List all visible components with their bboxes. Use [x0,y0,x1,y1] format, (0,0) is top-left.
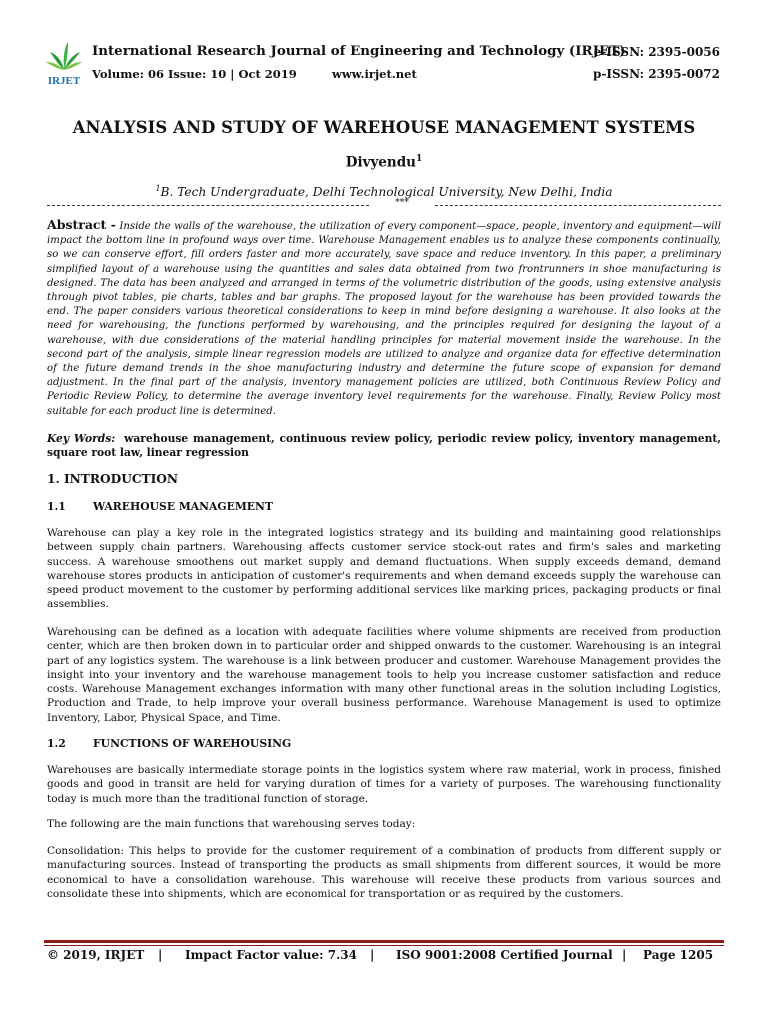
section-separator [47,198,721,212]
footer-separator: | [370,948,375,962]
paragraph: Warehousing can be defined as a location with adequate facilities where volume shipments are received from production center, which are then broken down in to particular order and shipped onwards to the customer. Warehousing is an integral part of any logistics system. The warehouse is a link between producer and customer. Warehouse Management provides the insight into your inventory and the warehouse management tools to help you increase customer satisfaction and reduce costs. Warehouse Management exchanges information with many other functional areas in the solution including Logistics, Production and Trade, to help improve your overall business performance. Warehouse Management is used to optimize Inventory, Labor, Physical Space, and Time. [47,626,721,724]
paper-title: ANALYSIS AND STUDY OF WAREHOUSE MANAGEMENT SYSTEMS [72,118,696,137]
volume-issue: Volume: 06 Issue: 10 | Oct 2019 [92,67,297,81]
journal-name: International Research Journal of Engineering and Technology (IRJET) [92,43,626,59]
subsection-heading-functions-of-warehousing: 1.2 FUNCTIONS OF WAREHOUSING [47,737,292,750]
paragraph: Warehouse can play a key role in the integrated logistics strategy and its building and maintaining good relationships between supply chain partners. Warehousing affects customer service stock-out rates and firm's sales and marketing success. A warehouse smoothens out market supply and demand fluctuations. When supply exceeds demand, demand warehouse stores products in anticipation of customer's requirements and when demand exceeds supply the warehouse can speed product movement to the customer by performing additional services like marking prices, packaging products or final assemblies. [47,527,721,611]
footer-separator: | [622,948,627,962]
author-name: Divyendu$^1$ [345,154,423,171]
paragraph: The following are the main functions that warehousing serves today: [47,818,416,830]
footer-separator: | [158,948,163,962]
p-issn: p-ISSN: 2395-0072 [593,67,720,81]
logo-text: IRJET [47,75,81,87]
paragraph: Consolidation: This helps to provide for the customer requirement of a combination of products from different supply or manufacturing sources. Instead of transporting the products as small shipments from different sources, it would be more economical to have a consolidation warehouse. This warehouse will receive these products from various sources and consolidate these into shipments, which are economical for transportation or as required by the customers. [47,845,721,900]
paragraph: Warehouses are basically intermediate storage points in the logistics system where raw material, work in process, finished goods and good in transit are held for varying duration of times for a variety of purposes. The warehousing functionality today is much more than the traditional function of storage. [47,764,721,805]
footer-copyright: © 2019, IRJET [47,948,145,962]
abstract-text: Inside the walls of the warehouse, the utilization of every component—space, people, inventory and equipment—will impact the bottom line in profound ways over time. Warehouse Management enables us to analyze these components continually, so we can conserve effort, fill orders faster and more accurately, save space and reduce inventory. In this paper, a preliminary simplified layout of a warehouse using the quantities and sales data obtained from two frontrunners in shoe manufacturing is designed. The data has been analyzed and arranged in terms of the volumetric distribution of the goods, using extensive analysis through pivot tables, pie charts, tables and bar graphs. The proposed layout for the warehouse has been provided towards the end. The paper considers various theoretical considerations to keep in mind before designing a warehouse. It also looks at the need for warehousing, the functions performed by warehousing, and the principles required for designing the layout of a warehouse, with due considerations of the material handling principles for material movement inside the warehouse. In the second part of the analysis, simple linear regression models are utilized to analyze and organize data for effective determination of the future demand trends in the shoe manufacturing industry and determine the future scope of expansion for demand adjustment. In the final part of the analysis, inventory management policies are utilized, both Continuous Review Policy and Periodic Review Policy, to determine the average inventory level requirements for the warehouse. Finally, Review Policy most suitable for each product line is determined. [47,221,721,417]
footer-rule [44,940,724,943]
abstract [47,218,721,419]
keywords-text: warehouse management, continuous review policy, periodic review policy, inventory management, square root law, linear regression [47,432,722,460]
author-superscript: 1 [415,154,423,164]
author-affiliation: $^1$B. Tech Undergraduate, Delhi Technological University, New Delhi, India [155,184,613,200]
footer-impact-factor: Impact Factor value: 7.34 [185,948,357,962]
affiliation-superscript: 1 [155,184,161,193]
irjet-logo [44,40,84,88]
footer-iso: ISO 9001:2008 Certified Journal [396,948,613,962]
journal-website: www.irjet.net [332,67,417,81]
e-issn: e-ISSN: 2395-0056 [593,45,720,59]
abstract-label: Abstract - [47,217,116,232]
keywords-label: Key Words [47,432,112,445]
section-heading-introduction: 1. INTRODUCTION [47,472,179,486]
separator-stars: *** [395,198,409,208]
subsection-heading-warehouse-management: 1.1 WAREHOUSE MANAGEMENT [47,500,273,513]
footer-page-number: Page 1205 [643,948,714,962]
footer-rule-thin [44,945,724,946]
keywords: Key Words: warehouse management, continuous review policy, periodic review policy, inventory management, square root law, linear regression [47,432,722,460]
